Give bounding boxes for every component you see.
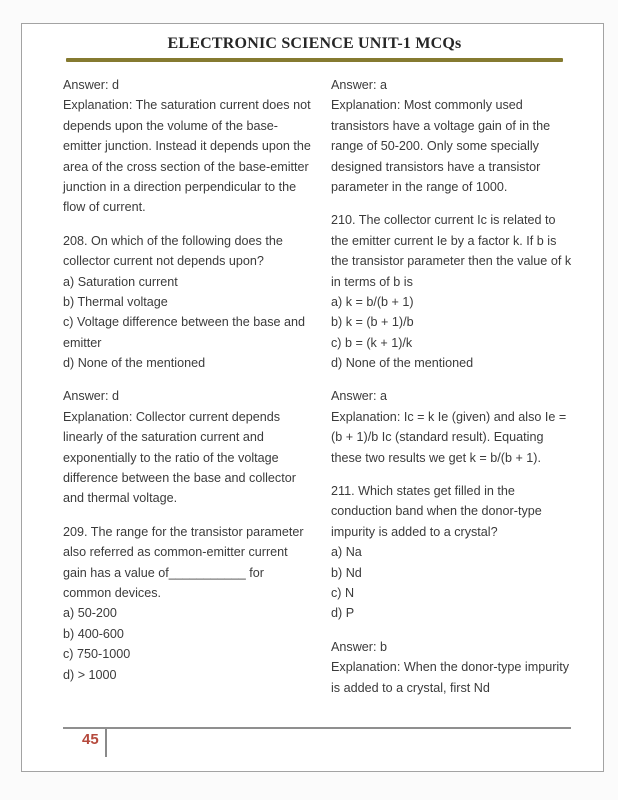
option-d: d) > 1000 — [63, 667, 117, 682]
answer-block-210 — [331, 386, 573, 468]
option-b: b) Thermal voltage — [63, 294, 168, 309]
option-b: b) k = (b + 1)/b — [331, 315, 414, 330]
left-column — [63, 75, 314, 727]
question-text: 211. Which states get filled in the conduction band when the donor-type impurity is added to a crystal? — [331, 484, 542, 539]
answer-label: Answer: d — [63, 389, 119, 404]
page-number: 45 — [82, 731, 99, 748]
answer-block-207 — [63, 75, 314, 218]
question-text: 209. The range for the transistor parameter also referred as common-emitter current gain has a value of___________ for common devices. — [63, 524, 304, 600]
page-footer — [63, 727, 571, 763]
two-column-body — [22, 62, 603, 727]
question-block-208 — [63, 231, 314, 374]
question-block-211 — [331, 481, 573, 624]
question-text: 208. On which of the following does the collector current not depends upon? — [63, 233, 283, 269]
option-c: c) Voltage difference between the base and emitter — [63, 315, 306, 350]
question-block-209 — [63, 522, 314, 685]
answer-block-208 — [63, 386, 314, 508]
page-header — [22, 24, 603, 62]
option-a: a) k = b/(b + 1) — [331, 294, 414, 309]
option-a: a) Saturation current — [63, 274, 178, 289]
question-block-210 — [331, 210, 573, 373]
option-a: a) Na — [331, 545, 362, 560]
option-b: b) Nd — [331, 565, 362, 580]
option-b: b) 400-600 — [63, 626, 124, 641]
answer-block-209 — [331, 75, 573, 197]
answer-explanation: Explanation: Collector current depends linearly of the saturation current and exponentially to the ratio of the voltage difference between the base and collector and thermal voltage. — [63, 409, 296, 506]
page-number-divider — [105, 729, 107, 757]
option-d: d) None of the mentioned — [331, 356, 474, 371]
right-column — [331, 75, 573, 727]
option-d: d) None of the mentioned — [63, 356, 206, 371]
answer-label: Answer: a — [331, 78, 387, 92]
option-c: c) b = (k + 1)/k — [331, 335, 413, 350]
option-c: c) 750-1000 — [63, 647, 131, 662]
option-c: c) N — [331, 585, 355, 600]
answer-label: Answer: d — [63, 78, 119, 92]
answer-label: Answer: b — [331, 639, 387, 654]
document-page — [21, 23, 604, 772]
question-text: 210. The collector current Ic is related to the emitter current Ie by a factor k. If b is the transistor parameter then the value of k in terms of b is — [331, 213, 572, 289]
answer-explanation: Explanation: The saturation current does not depends upon the volume of the base-emitter junction. Instead it depends upon the area of the cross section of the base-emitter junction in a direction perpendicular to the flow of current. — [63, 98, 311, 215]
answer-explanation: Explanation: Most commonly used transistors have a voltage gain of in the range of 50-200. Only some specially designed transistors have a transistor parameter in the range of 1000. — [331, 98, 551, 194]
answer-explanation: Explanation: Ic = k Ie (given) and also Ie = (b + 1)/b Ic (standard result). Equating these two results we get k = b/(b + 1). — [331, 409, 567, 465]
answer-explanation: Explanation: When the donor-type impurity is added to a crystal, first Nd — [331, 660, 570, 695]
answer-label: Answer: a — [331, 389, 387, 404]
option-d: d) P — [331, 606, 355, 621]
answer-block-211 — [331, 637, 573, 698]
option-a: a) 50-200 — [63, 606, 117, 621]
page-title: ELECTRONIC SCIENCE UNIT-1 MCQs — [167, 35, 462, 52]
